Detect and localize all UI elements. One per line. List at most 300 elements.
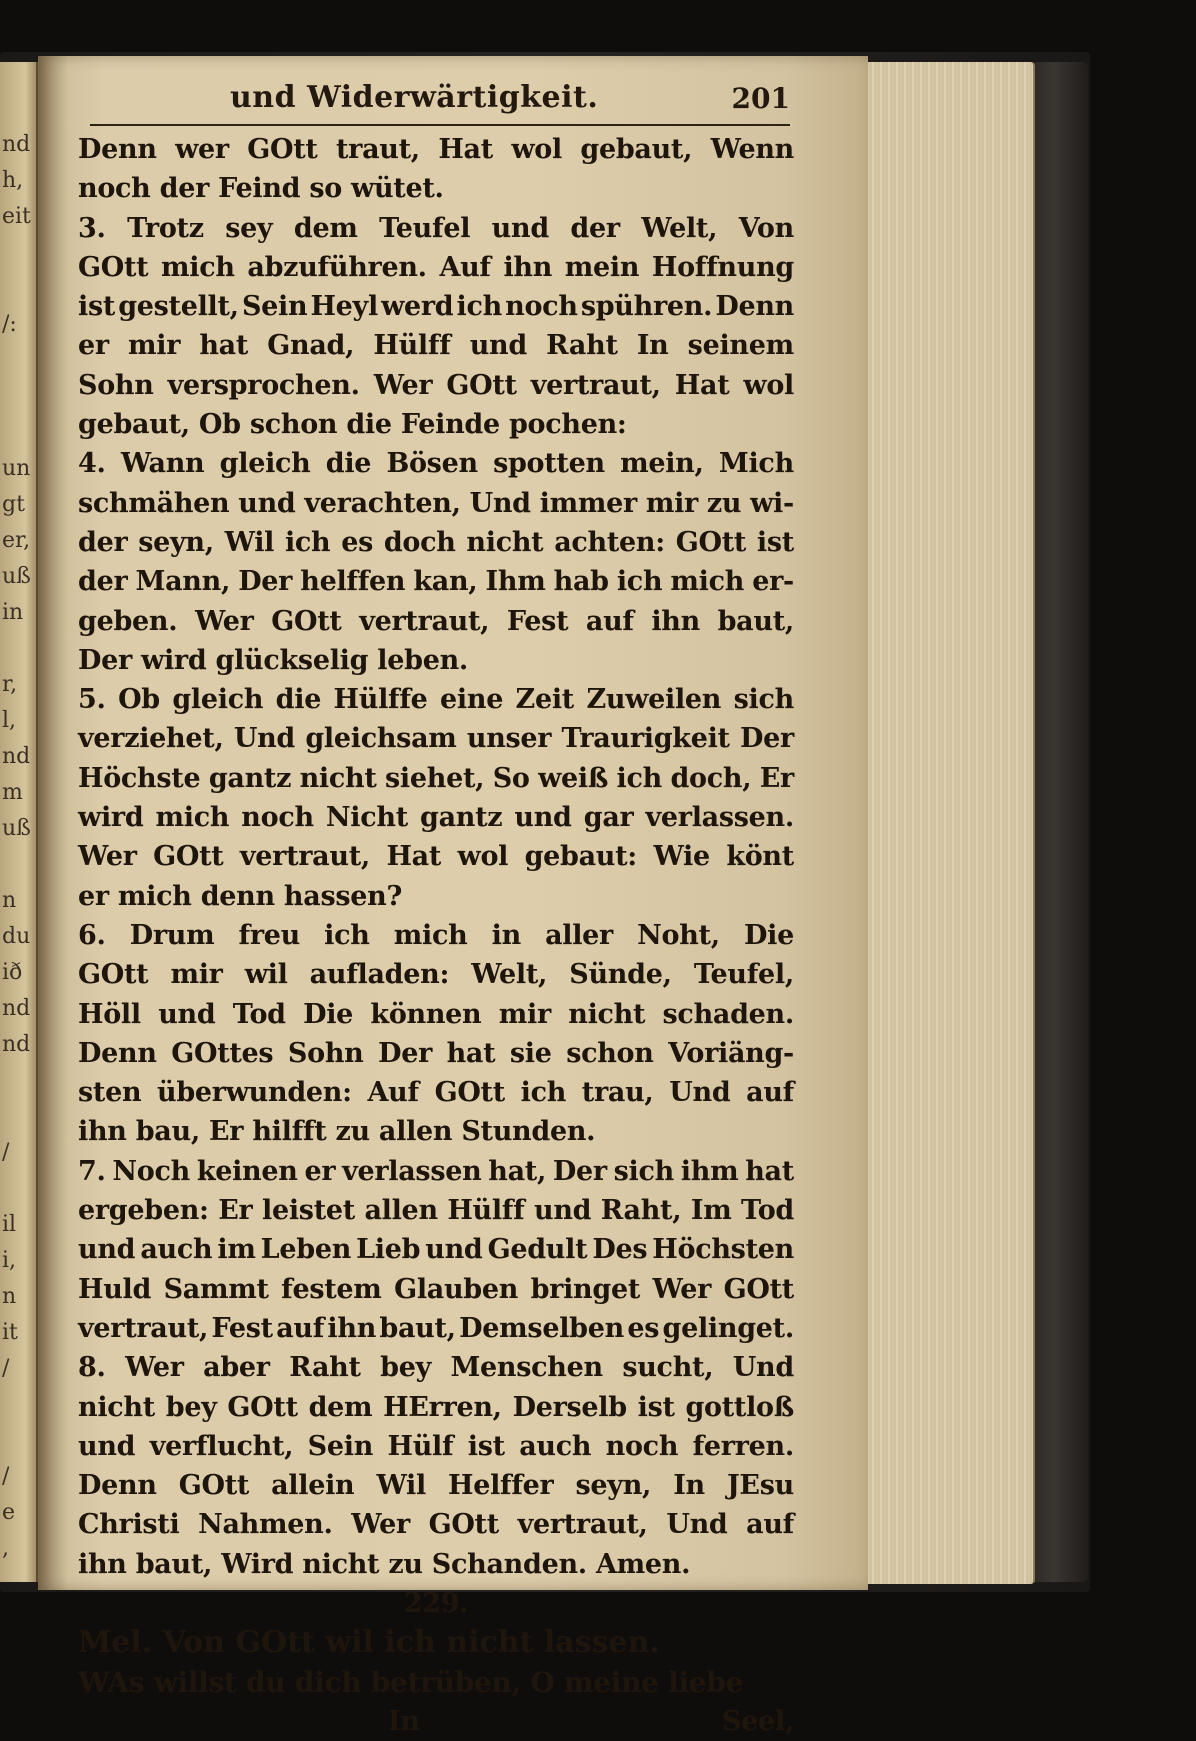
word: Sohn [287, 1037, 364, 1069]
word: eine [440, 684, 504, 716]
word: gleich [219, 448, 311, 480]
word: gebaut, [580, 134, 693, 165]
text-line: Der wird glückselig leben. [78, 644, 469, 676]
text-line [78, 287, 794, 326]
word: und [533, 1195, 592, 1227]
word: Er [218, 1195, 253, 1227]
word: Wer [125, 1352, 184, 1384]
word: könt [726, 841, 794, 873]
word: Raht, [600, 1195, 682, 1227]
text-line: er mich denn hassen? [78, 880, 402, 912]
text-line [78, 1191, 794, 1230]
word: Sein [307, 1430, 374, 1462]
word: noch [505, 291, 578, 323]
word: Denn [715, 291, 794, 323]
text-line [78, 1309, 794, 1348]
running-head [230, 80, 790, 122]
word: GOtt [247, 134, 318, 165]
word: können [370, 998, 482, 1030]
text-line [78, 562, 794, 601]
word: mich [155, 802, 230, 834]
word: kan, [413, 566, 478, 598]
word: GOtt [271, 605, 342, 637]
text-line [78, 955, 794, 994]
word: 8. [78, 1352, 106, 1384]
left-page-fragment: il [2, 1212, 17, 1237]
text-line: noch der Feind so wütet. [78, 173, 444, 205]
word: noch [605, 1430, 679, 1462]
word: Menschen [450, 1352, 603, 1384]
word: mir [128, 330, 181, 362]
word: allein [271, 1470, 355, 1502]
word: GOtt [153, 841, 224, 873]
text-line: ihn baut, Wird nicht zu Schanden. Amen. [78, 1548, 691, 1580]
word: und [425, 1234, 483, 1266]
word: gantz [419, 802, 503, 834]
word: Nahmen. [198, 1509, 333, 1541]
word: keinen [196, 1155, 298, 1187]
word: immer [539, 487, 637, 519]
word: in [491, 919, 521, 951]
word: verziehet, [78, 723, 224, 755]
left-page-fragment: eit [2, 204, 31, 229]
word: nicht [568, 998, 646, 1030]
word: seinem [687, 330, 794, 362]
text-line [78, 1466, 794, 1505]
word: spühren. [580, 291, 713, 323]
word: Zuweilen [586, 684, 722, 716]
word: Sein [241, 291, 308, 323]
word: verachten, [304, 487, 461, 519]
word: baut, [717, 605, 794, 637]
word: Wer [652, 1273, 712, 1305]
word: Auf [439, 251, 491, 283]
left-page-fragment: ið [2, 960, 23, 985]
left-page-fragment: it [2, 1320, 18, 1345]
word: So [492, 762, 530, 794]
left-page-fragment: gt [2, 492, 25, 517]
word: und [491, 212, 549, 244]
word: mir [645, 487, 698, 519]
text-line [78, 680, 794, 719]
word: hat [446, 1037, 496, 1069]
word: sie [509, 1037, 552, 1069]
left-page-fragment: / [2, 1464, 10, 1489]
left-page-fragment: / [2, 1356, 10, 1381]
text-line [78, 995, 794, 1034]
word: wird [78, 802, 144, 834]
word: wol [743, 369, 794, 401]
word: Wer [78, 841, 137, 873]
left-page-fragment: e [2, 1500, 16, 1525]
word: Huld [78, 1273, 152, 1305]
word: GOtt [675, 526, 747, 558]
word: Denn [78, 1037, 157, 1069]
catchword-right: Seel, [721, 1705, 794, 1737]
left-page-fragment: nd [2, 744, 31, 769]
word: GOtt [446, 369, 517, 401]
word: der [78, 566, 128, 598]
text-line [78, 248, 794, 287]
text-line [78, 444, 794, 483]
word: bey [380, 1352, 431, 1384]
page-block-edge [868, 62, 1035, 1584]
word: ist [467, 1430, 505, 1462]
word: mir [170, 959, 223, 991]
word: vertraut, [78, 1312, 209, 1344]
word: Im [690, 1195, 732, 1227]
word: auf [746, 1509, 794, 1541]
word: Sünde, [569, 959, 672, 991]
word: Hülffe [333, 684, 428, 716]
word: Hoffnung [651, 251, 794, 283]
word: auf [585, 605, 634, 637]
word: wol [457, 841, 509, 873]
word: ich [324, 919, 370, 951]
word: vertraut, [517, 1509, 648, 1541]
word: mir [498, 998, 551, 1030]
left-page-fragment: du [2, 924, 31, 949]
word: Hülff [447, 1195, 525, 1227]
word: JEsu [726, 1470, 794, 1502]
word: vertraut, [359, 605, 490, 637]
word: Drum [129, 919, 215, 951]
word: 3. [78, 212, 106, 244]
text-line [78, 1388, 794, 1427]
word: Der [740, 723, 794, 755]
left-page-fragment: nd [2, 132, 31, 157]
word: freu [238, 919, 300, 951]
word: sten [78, 1077, 142, 1109]
word: achten: [554, 526, 665, 558]
word: sucht, [622, 1352, 714, 1384]
word: allen [364, 1195, 438, 1227]
word: seyn, [138, 526, 214, 558]
word: GOtt [723, 1273, 794, 1305]
word: leistet [262, 1195, 355, 1227]
word: traut, [336, 134, 420, 165]
word: aufladen: [309, 959, 450, 991]
word: spotten [493, 448, 605, 480]
word: ist [637, 1391, 675, 1423]
word: er [78, 330, 109, 362]
word: er [304, 1155, 336, 1187]
left-page-fragment: r, [2, 672, 18, 697]
word: Lieb [356, 1234, 421, 1266]
word: Voriäng- [668, 1037, 794, 1069]
word: hat, [488, 1155, 547, 1187]
word: und [514, 802, 572, 834]
word: es [627, 1312, 660, 1344]
word: 5. [78, 684, 106, 716]
word: Wer [351, 1509, 410, 1541]
word: Auf [367, 1077, 419, 1109]
word: ich [616, 566, 663, 598]
text-line [78, 1230, 794, 1269]
word: im [217, 1234, 256, 1266]
catchword-left: In [388, 1705, 420, 1737]
word: GOttes [171, 1037, 274, 1069]
word: er- [752, 566, 794, 598]
text-line [78, 719, 794, 758]
word: bringet [530, 1273, 640, 1305]
left-page-fragment: nd [2, 996, 31, 1021]
word: Wenn [710, 134, 794, 165]
word: GOtt [428, 1509, 499, 1541]
word: ergeben: [78, 1195, 209, 1227]
text-line [78, 1427, 794, 1466]
word: weiß [538, 762, 609, 794]
word: Hat [386, 841, 442, 873]
text-line: ihn bau, Er hilfft zu allen Stunden. [78, 1116, 596, 1148]
word: verlassen. [645, 802, 794, 834]
word: aber [203, 1352, 270, 1384]
word: vertraut, [239, 841, 370, 873]
word: ich [456, 291, 502, 323]
word: Und [469, 487, 531, 519]
word: wil [244, 959, 288, 991]
word: Hat [674, 369, 730, 401]
word: zu [706, 487, 742, 519]
word: Die [303, 998, 354, 1030]
word: bey [165, 1391, 217, 1423]
word: ist [756, 526, 794, 558]
word: Wer [194, 605, 254, 637]
word: Leben [260, 1234, 352, 1266]
text-line [78, 1348, 794, 1387]
left-page-fragment: l, [2, 708, 17, 733]
word: In [636, 330, 669, 362]
left-page-fragment: er, [2, 528, 31, 553]
text-line [78, 759, 794, 798]
word: Derselb [512, 1391, 627, 1423]
word: der [570, 212, 620, 244]
word: Wie [653, 841, 710, 873]
word: ich [616, 762, 662, 794]
word: schmähen [78, 487, 230, 519]
word: vertraut, [530, 369, 661, 401]
word: 4. [78, 448, 106, 480]
word: GOtt [78, 959, 149, 991]
word: Fest [506, 605, 569, 637]
word: Glauben [394, 1273, 519, 1305]
word: Hat [438, 134, 493, 165]
text-line [78, 484, 794, 523]
word: sich [733, 684, 794, 716]
word: gebaut: [524, 841, 637, 873]
word: Raht [289, 1352, 361, 1384]
word: Mann, [135, 566, 231, 598]
word: ist [78, 291, 116, 323]
word: Ob [118, 684, 160, 716]
word: GOtt [178, 1470, 250, 1502]
catchword-line [78, 1702, 794, 1741]
word: HErren, [383, 1391, 502, 1423]
word: hab [553, 566, 609, 598]
left-page-fragment: n [2, 1284, 17, 1309]
word: Gnad, [267, 330, 355, 362]
left-page-fragment: / [2, 1140, 10, 1165]
word: Denn [78, 1470, 157, 1502]
word: Denn [78, 134, 157, 165]
left-page-edge [0, 62, 38, 1582]
word: trau, [581, 1077, 654, 1109]
word: hat [199, 330, 249, 362]
word: GOtt [78, 251, 149, 283]
word: gottloß [685, 1391, 794, 1423]
left-page-fragment: un [2, 456, 31, 481]
word: ich [284, 526, 331, 558]
word: Höchsten [652, 1234, 794, 1266]
word: siehet, [385, 762, 485, 794]
word: Noht, [637, 919, 720, 951]
gutter-shadow [38, 56, 68, 1590]
word: Helffer [447, 1470, 554, 1502]
text-line [78, 1152, 794, 1191]
word: Welt, [641, 212, 718, 244]
word: Teufel [379, 212, 471, 244]
left-page-fragment: h, [2, 168, 24, 193]
word: Er [759, 762, 794, 794]
word: wi- [750, 487, 794, 519]
word: versprochen. [167, 369, 360, 401]
word: abzuführen. [247, 251, 427, 283]
incipit-line: WAs willst du dich betrüben, O meine liebe [78, 1665, 744, 1699]
text-line [78, 916, 794, 955]
word: Tod [232, 998, 286, 1030]
word: sich [613, 1155, 674, 1187]
word: auch [140, 1234, 213, 1266]
word: nicht [78, 1391, 155, 1423]
word: gelinget. [662, 1312, 794, 1344]
word: werd [381, 291, 454, 323]
word: Fest [211, 1312, 273, 1344]
word: auf [276, 1312, 325, 1344]
text-line: gebaut, Ob schon die Feinde pochen: [78, 409, 627, 441]
word: seyn, [575, 1470, 652, 1502]
word: auf [746, 1077, 794, 1109]
word: Bösen [386, 448, 478, 480]
word: Gedult [487, 1234, 588, 1266]
word: Die [744, 919, 794, 951]
word: Und [666, 1509, 728, 1541]
word: Sammt [163, 1273, 269, 1305]
left-page-fragment: in [2, 600, 24, 625]
word: Traurigkeit [561, 723, 730, 755]
text-line [78, 1034, 794, 1073]
word: Ihm [485, 566, 546, 598]
word: Christi [78, 1509, 180, 1541]
word: geben. [78, 605, 178, 637]
word: Teufel, [693, 959, 794, 991]
word: mein [564, 251, 640, 283]
text-line [78, 130, 794, 169]
left-page-fragment: i, [2, 1248, 17, 1273]
word: Noch [112, 1155, 190, 1187]
word: wol [511, 134, 562, 165]
word: hat [745, 1155, 794, 1187]
word: Der [378, 1037, 432, 1069]
word: und [78, 1234, 136, 1266]
melody-line: Mel. Von GOtt wil ich nicht lassen. [78, 1625, 660, 1661]
word: Zeit [515, 684, 574, 716]
word: Trotz [127, 212, 204, 244]
left-page-fragment: uß [2, 816, 31, 841]
word: Von [738, 212, 794, 244]
text-line [78, 1270, 794, 1309]
word: es [341, 526, 373, 558]
word: Und [732, 1352, 794, 1384]
word: Nicht [325, 802, 408, 834]
word: Und [233, 723, 296, 755]
word: unser [466, 723, 552, 755]
word: die [275, 684, 322, 716]
word: gestellt, [118, 291, 239, 323]
word: schaden. [662, 998, 794, 1030]
word: Höll [78, 998, 141, 1030]
word: aller [545, 919, 613, 951]
word: baut, [379, 1312, 456, 1344]
word: doch, [670, 762, 752, 794]
text-line [78, 1505, 794, 1544]
hymn-text [78, 130, 794, 1741]
word: verlassen [342, 1155, 482, 1187]
word: und [469, 330, 527, 362]
text-line [78, 837, 794, 876]
word: GOtt [227, 1391, 298, 1423]
left-page-fragment: /: [2, 312, 17, 337]
word: der [78, 526, 128, 558]
word: ihn [327, 1312, 377, 1344]
word: Welt, [471, 959, 548, 991]
word: nicht [466, 526, 544, 558]
word: nicht [299, 762, 377, 794]
word: Wann [120, 448, 205, 480]
word: ihn [651, 605, 700, 637]
word: noch [241, 802, 314, 834]
text-line [78, 602, 794, 641]
word: Höchste [78, 762, 201, 794]
word: ihn [503, 251, 553, 283]
word: dem [308, 1391, 373, 1423]
word: dem [293, 212, 358, 244]
word: ich [520, 1077, 567, 1109]
word: Raht [546, 330, 618, 362]
page-number: 201 [731, 82, 790, 115]
word: Tod [741, 1195, 794, 1227]
word: ferren. [692, 1430, 794, 1462]
text-line [78, 523, 794, 562]
word: Der [238, 566, 293, 598]
word: mich [161, 251, 235, 283]
word: Wer [373, 369, 433, 401]
word: sey [225, 212, 273, 244]
word: überwunden: [157, 1077, 352, 1109]
word: 7. [78, 1155, 106, 1187]
word: helffen [300, 566, 406, 598]
word: In [673, 1470, 705, 1502]
text-line [78, 1073, 794, 1112]
word: mich [670, 566, 745, 598]
word: Demselben [459, 1312, 624, 1344]
word: festem [281, 1273, 382, 1305]
left-page-fragment: uß [2, 564, 31, 589]
word: Wil [376, 1470, 426, 1502]
left-page-fragment: n [2, 888, 17, 913]
word: gleichsam [305, 723, 457, 755]
text-line [78, 366, 794, 405]
word: wer [175, 134, 229, 165]
